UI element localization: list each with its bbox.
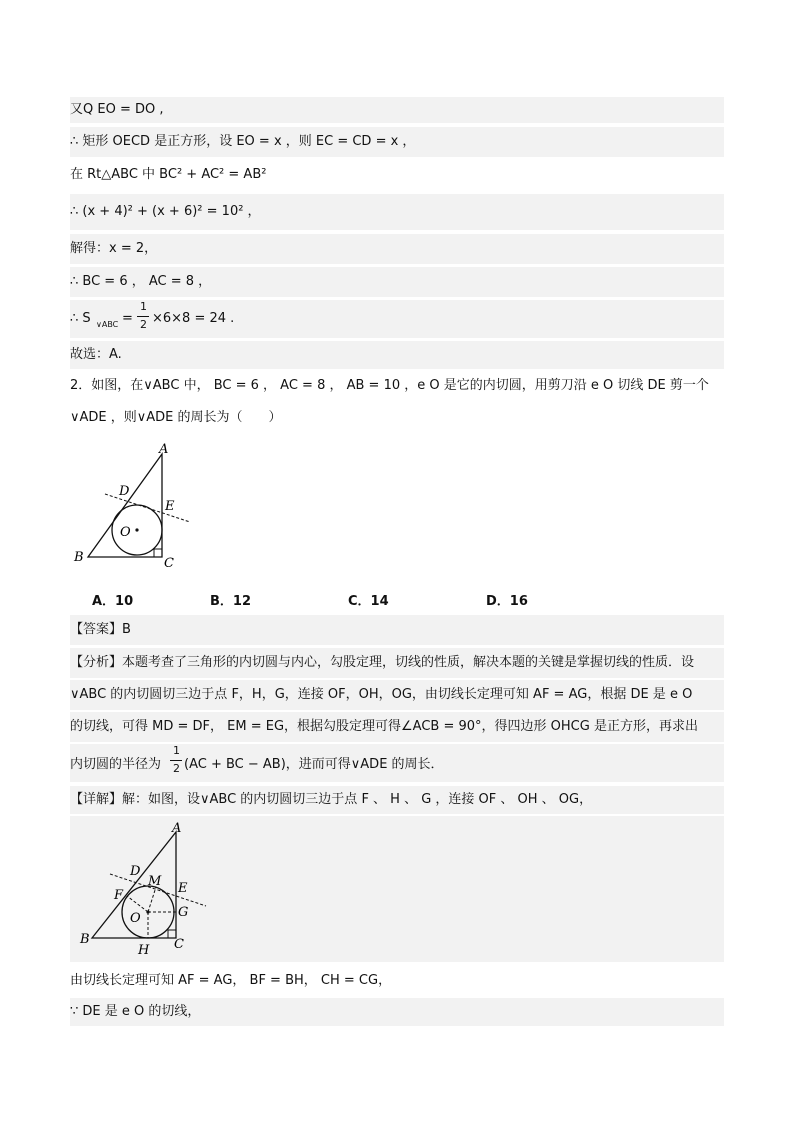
label-b: B	[74, 550, 84, 565]
label-d-2: D	[130, 864, 141, 879]
solution-line-7	[70, 300, 724, 338]
center-point	[135, 528, 138, 531]
option-b[interactable]: B．12	[210, 594, 251, 609]
label-a-2: A	[172, 821, 182, 836]
option-d[interactable]: D．16	[486, 594, 528, 609]
figure-2-block	[70, 816, 724, 962]
right-angle-mark	[154, 549, 162, 557]
figure-2-tangency	[74, 818, 224, 958]
area-result: ×6×8 = 24 .	[152, 311, 235, 326]
solution-line-2: ∴ 矩形 OECD 是正方形，设 EO = x ，则 EC = CD = x ，	[70, 127, 724, 157]
label-d: D	[119, 484, 130, 499]
detail-line-3: ∵ DE 是 e O 的切线，	[70, 998, 724, 1026]
answer-line: 【答案】B	[70, 615, 724, 645]
label-c: C	[164, 556, 174, 571]
label-g-2: G	[178, 905, 189, 920]
triangle-abc	[88, 454, 162, 557]
solution-line-8: 故选：A.	[70, 341, 724, 369]
area-subscript: ∨ABC	[96, 320, 119, 329]
analysis-line-2: ∨ABC 的内切圆切三边于点 F，H，G，连接 OF，OH，OG，由切线长定理可知 AF = AG，根据 DE 是 e O	[70, 680, 724, 710]
radius-fraction-bar	[170, 760, 182, 761]
solution-line-3: 在 Rt△ABC 中 BC² + AC² = AB²	[70, 167, 267, 182]
analysis-perimeter-text: (AC + BC − AB)，进而可得∨ADE 的周长．	[184, 757, 444, 772]
solution-line-4: ∴ (x + 4)² + (x + 6)² = 10² ，	[70, 194, 724, 230]
solution-line-6: ∴ BC = 6 ， AC = 8 ，	[70, 267, 724, 297]
figure-1-incircle	[70, 440, 210, 575]
label-m-2: M	[148, 874, 162, 889]
radius-om	[148, 887, 156, 912]
radius-of	[127, 896, 148, 912]
label-o: O	[120, 525, 131, 540]
label-o-2: O	[130, 911, 141, 926]
label-c-2: C	[174, 937, 184, 952]
label-b-2: B	[80, 932, 90, 947]
detail-line-1: 【详解】解：如图，设∨ABC 的内切圆切三边于点 F 、 H 、 G ，连接 OF 、 OH 、 OG，	[70, 786, 724, 814]
analysis-radius-text: 内切圆的半径为	[70, 757, 162, 772]
fraction-numerator: 1	[140, 300, 147, 313]
label-f-2: F	[114, 888, 124, 903]
detail-line-2: 由切线长定理可知 AF = AG， BF = BH， CH = CG，	[70, 973, 392, 988]
area-equals: =	[122, 311, 133, 326]
label-h-2: H	[138, 943, 150, 958]
solution-line-1: 又Q EO = DO ,	[70, 97, 724, 123]
area-prefix: ∴ S	[70, 311, 91, 326]
solution-line-5: 解得：x = 2，	[70, 234, 724, 264]
radius-fraction-denominator: 2	[173, 762, 180, 775]
radius-fraction-numerator: 1	[173, 744, 180, 757]
option-c[interactable]: C．14	[348, 594, 389, 609]
question-line-2: ∨ADE ，则∨ADE 的周长为（ ）	[70, 410, 282, 425]
label-e-2: E	[178, 881, 188, 896]
analysis-line-1: 【分析】本题考查了三角形的内切圆与内心，勾股定理，切线的性质，解决本题的关键是掌握切线的性质．设	[70, 648, 724, 678]
option-a[interactable]: A．10	[92, 594, 134, 609]
fraction-denominator: 2	[140, 318, 147, 331]
fraction-bar	[137, 316, 149, 317]
label-e: E	[165, 499, 175, 514]
analysis-line-4	[70, 744, 724, 782]
question-line-1: 2．如图，在∨ABC 中， BC = 6 ， AC = 8 ， AB = 10 ，e O 是它的内切圆，用剪刀沿 e O 切线 DE 剪一个	[70, 378, 709, 393]
label-a: A	[159, 442, 169, 457]
analysis-line-3: 的切线，可得 MD = DF， EM = EG，根据勾股定理可得∠ACB = 90°，得四边形 OHCG 是正方形，再求出	[70, 712, 724, 742]
